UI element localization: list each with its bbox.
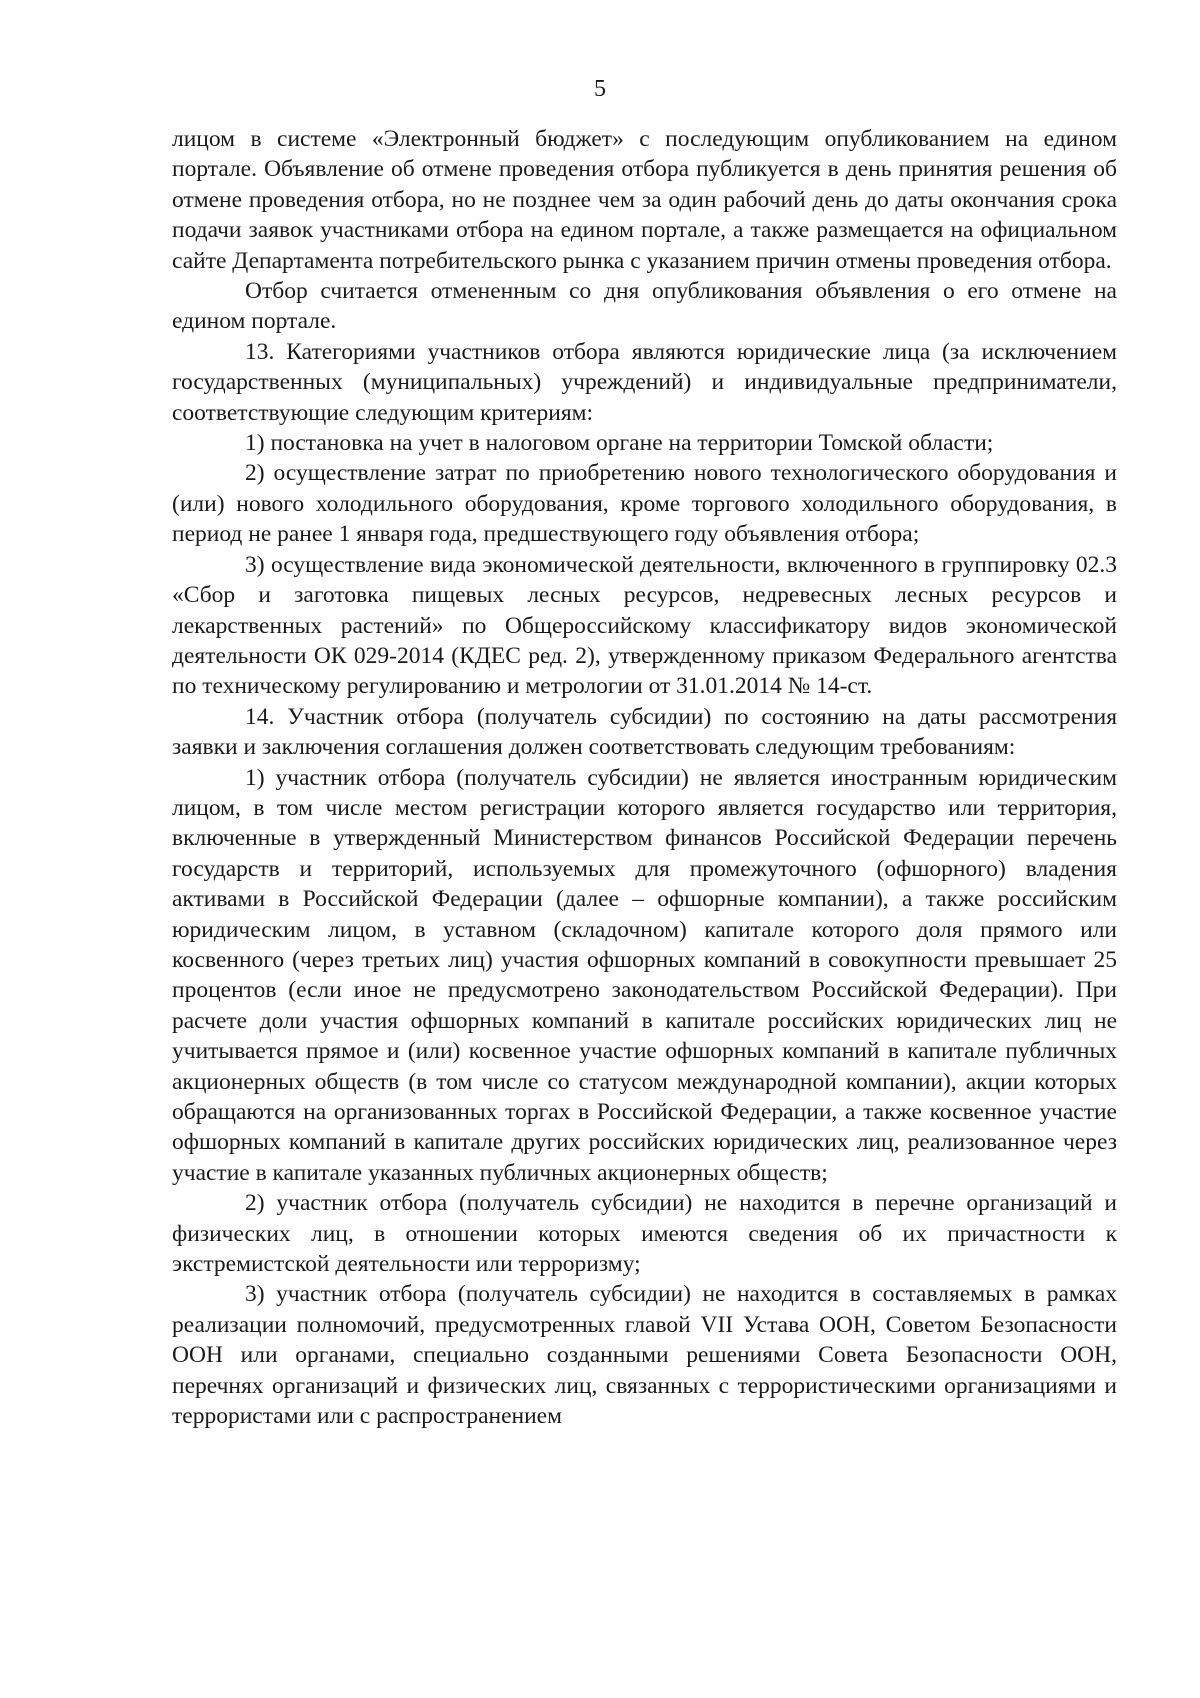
paragraph-14-requirement-2: 2) участник отбора (получатель субсидии) не находится в перечне организаций и физических лиц, в отношении которых имеются сведения об их причастности к экстремистской деятельности или терроризму;	[172, 1190, 1117, 1278]
paragraph-cancellation: Отбор считается отмененным со дня опубликования объявления о его отмене на едином портале.	[172, 278, 1117, 335]
paragraph-13-categories: 13. Категориями участников отбора являются юридические лица (за исключением государственных (муниципальных) учреждений) и индивидуальные предприниматели, соответствующие следующим критериям:	[172, 338, 1117, 426]
paragraph-announcement: лицом в системе «Электронный бюджет» с последующим опубликованием на едином портале. Объявление об отмене проведения отбора публикуется в день принятия решения об отмене проведения отбора, но не позднее чем за один рабочий день до даты окончания срока подачи заявок участниками отбора на едином портале, а также размещается на официальном сайте Департамента потребительского рынка с указанием причин отмены проведения отбора.	[172, 126, 1117, 274]
paragraph-13-criterion-3: 3) осуществление вида экономической деятельности, включенного в группировку 02.3 «Сбор и заготовка пищевых лесных ресурсов, недревесных лесных ресурсов и лекарственных растений» по Общероссийскому классификатору видов экономической деятельности ОК 029-2014 (КДЕС ред. 2), утвержденному приказом Федерального агентства по техническому регулированию и метрологии от 31.01.2014 № 14-ст.	[172, 551, 1117, 700]
paragraph-14-requirement-3: 3) участник отбора (получатель субсидии) не находится в составляемых в рамках реализации полномочий, предусмотренных главой VII Устава ООН, Советом Безопасности ООН или органами, специально созданными решениями Совета Безопасности ООН, перечнях организаций и физических лиц, связанных с террористическими организациями и террористами или с распространением	[172, 1281, 1117, 1430]
document-body	[172, 124, 1117, 1431]
paragraph-13-criterion-2: 2) осуществление затрат по приобретению нового технологического оборудования и (или) нового холодильного оборудования, кроме торгового холодильного оборудования, в период не ранее 1 января года, предшествующего году объявления отбора;	[172, 460, 1117, 548]
page-number: 5	[594, 76, 606, 102]
paragraph-14-requirements: 14. Участник отбора (получатель субсидии) по состоянию на даты рассмотрения заявки и заключения соглашения должен соответствовать следующим требованиям:	[172, 703, 1117, 761]
paragraph-14-requirement-1: 1) участник отбора (получатель субсидии) не является иностранным юридическим лицом, в том числе местом регистрации которого является государство или территория, включенные в утвержденный Министерством финансов Российской Федерации перечень государств и территорий, используемых для промежуточного (офшорного) владения активами в Российской Федерации (далее – офшорные компании), а также российским юридическим лицом, в уставном (складочном) капитале которого доля прямого или косвенного (через третьих лиц) участия офшорных компаний в совокупности превышает 25 процентов (если иное не предусмотрено законодательством Российской Федерации). При расчете доли участия офшорных компаний в капитале российских юридических лиц не учитывается прямое и (или) косвенное участие офшорных компаний в капитале публичных акционерных обществ (в том числе со статусом международной компании), акции которых обращаются на организованных торгах в Российской Федерации, а также косвенное участие офшорных компаний в капитале других российских юридических лиц, реализованное через участие в капитале указанных публичных акционерных обществ;	[172, 764, 1117, 1186]
paragraph-13-criterion-1: 1) постановка на учет в налоговом органе на территории Томской области;	[245, 430, 994, 457]
